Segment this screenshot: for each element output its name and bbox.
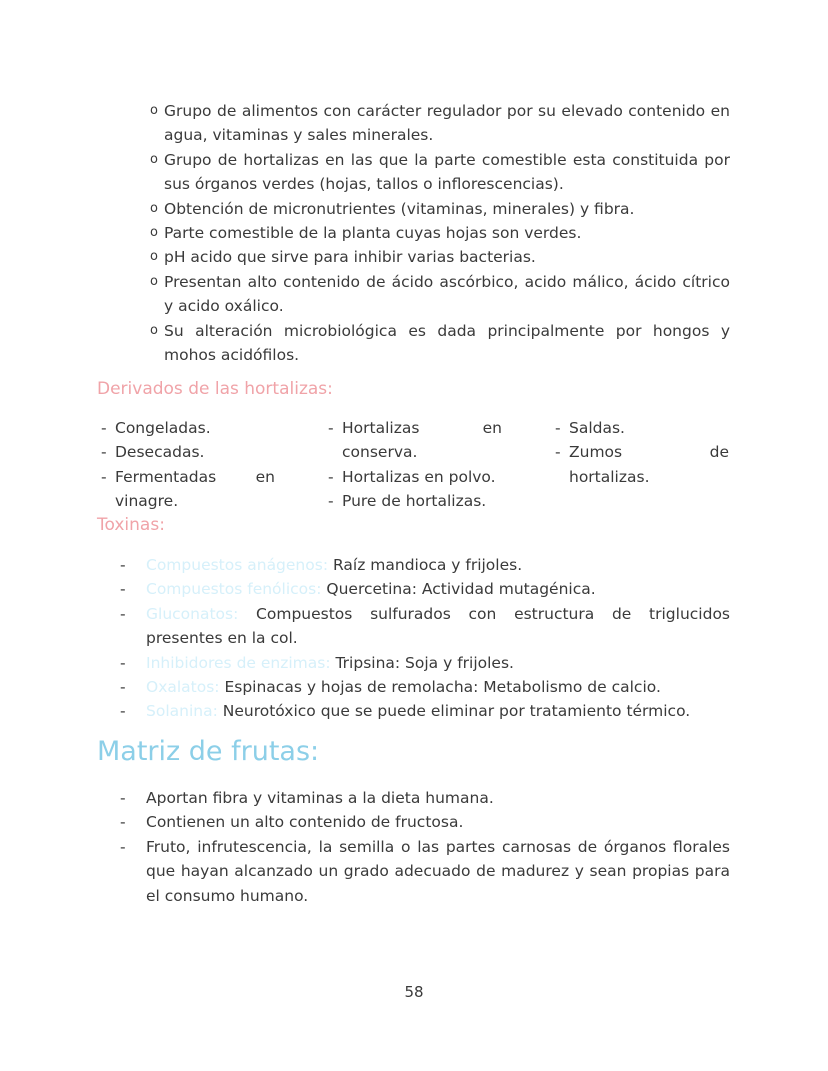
page-number: 58: [404, 983, 424, 1001]
list-item: - Solanina: Neurotóxico que se puede eliminar por tratamiento térmico.: [120, 702, 691, 721]
list-item: - Pure de hortalizas.: [328, 492, 487, 511]
list-item: - Fruto, infrutescencia, la semilla o las partes carnosas de órganos florales que hayan alcanzado un grado adecuado de madurez y sean propias para el consumo humano.: [120, 837, 730, 905]
list-item: o Su alteración microbiológica es dada principalmente por hongos y mohos acidófilos.: [150, 321, 730, 365]
section-heading-matriz: Matriz de frutas:: [97, 736, 320, 767]
list-item: - Saldas.: [555, 419, 625, 437]
list-item: - Compuestos fenólicos: Quercetina: Actividad mutagénica.: [120, 580, 596, 599]
list-item: o Obtención de micronutrientes (vitaminas, minerales) y fibra.: [150, 199, 635, 218]
toxin-term: Compuestos anágenos:: [146, 556, 329, 574]
section-heading-derivados: Derivados de las hortalizas:: [97, 379, 333, 399]
list-item: - Gluconatos: Compuestos sulfurados con estructura de triglucidos presentes en la col.: [120, 604, 730, 648]
derivados-column-1: [101, 416, 275, 514]
toxinas-list: [120, 553, 730, 724]
toxin-term: Oxalatos:: [146, 678, 220, 697]
list-item: o Grupo de hortalizas en las que la parte comestible esta constituida por sus órganos verdes (hojas, tallos o inflorescencias).: [150, 150, 730, 194]
characteristics-list: [150, 99, 730, 367]
list-item: o pH acido que sirve para inhibir varias bacterias.: [150, 248, 536, 267]
derivados-column-3: [555, 416, 729, 489]
list-item: - Compuestos anágenos: Raíz mandioca y frijoles.: [120, 556, 523, 574]
list-item: - Aportan fibra y vitaminas a la dieta humana.: [120, 789, 494, 807]
list-item: - Hortalizas en conserva.: [328, 419, 502, 462]
toxin-term: Gluconatos:: [146, 604, 239, 623]
matriz-list: [120, 786, 730, 908]
list-item: o Presentan alto contenido de ácido ascórbico, acido málico, ácido cítrico y acido oxálico.: [150, 272, 730, 316]
toxin-term: Inhibidores de enzimas:: [146, 653, 331, 672]
list-item: - Oxalatos: Espinacas y hojas de remolacha: Metabolismo de calcio.: [120, 678, 661, 697]
list-item: - Inhibidores de enzimas: Tripsina: Soja y frijoles.: [120, 653, 514, 672]
list-item: - Contienen un alto contenido de fructosa.: [120, 813, 464, 832]
list-item: o Grupo de alimentos con carácter regulador por su elevado contenido en agua, vitaminas y sales minerales.: [150, 102, 730, 145]
toxin-term: Solanina:: [146, 702, 218, 721]
toxin-term: Compuestos fenólicos:: [146, 580, 322, 599]
list-item: - Fermentadas en vinagre.: [101, 467, 275, 511]
list-item: o Parte comestible de la planta cuyas hojas son verdes.: [150, 224, 582, 243]
list-item: - Hortalizas en polvo.: [328, 467, 496, 486]
list-item: - Congeladas.: [101, 419, 211, 437]
list-item: - Zumos de hortalizas.: [555, 443, 729, 486]
list-item: - Desecadas.: [101, 443, 205, 462]
section-heading-toxinas: Toxinas:: [97, 515, 165, 535]
derivados-column-2: [328, 416, 502, 514]
